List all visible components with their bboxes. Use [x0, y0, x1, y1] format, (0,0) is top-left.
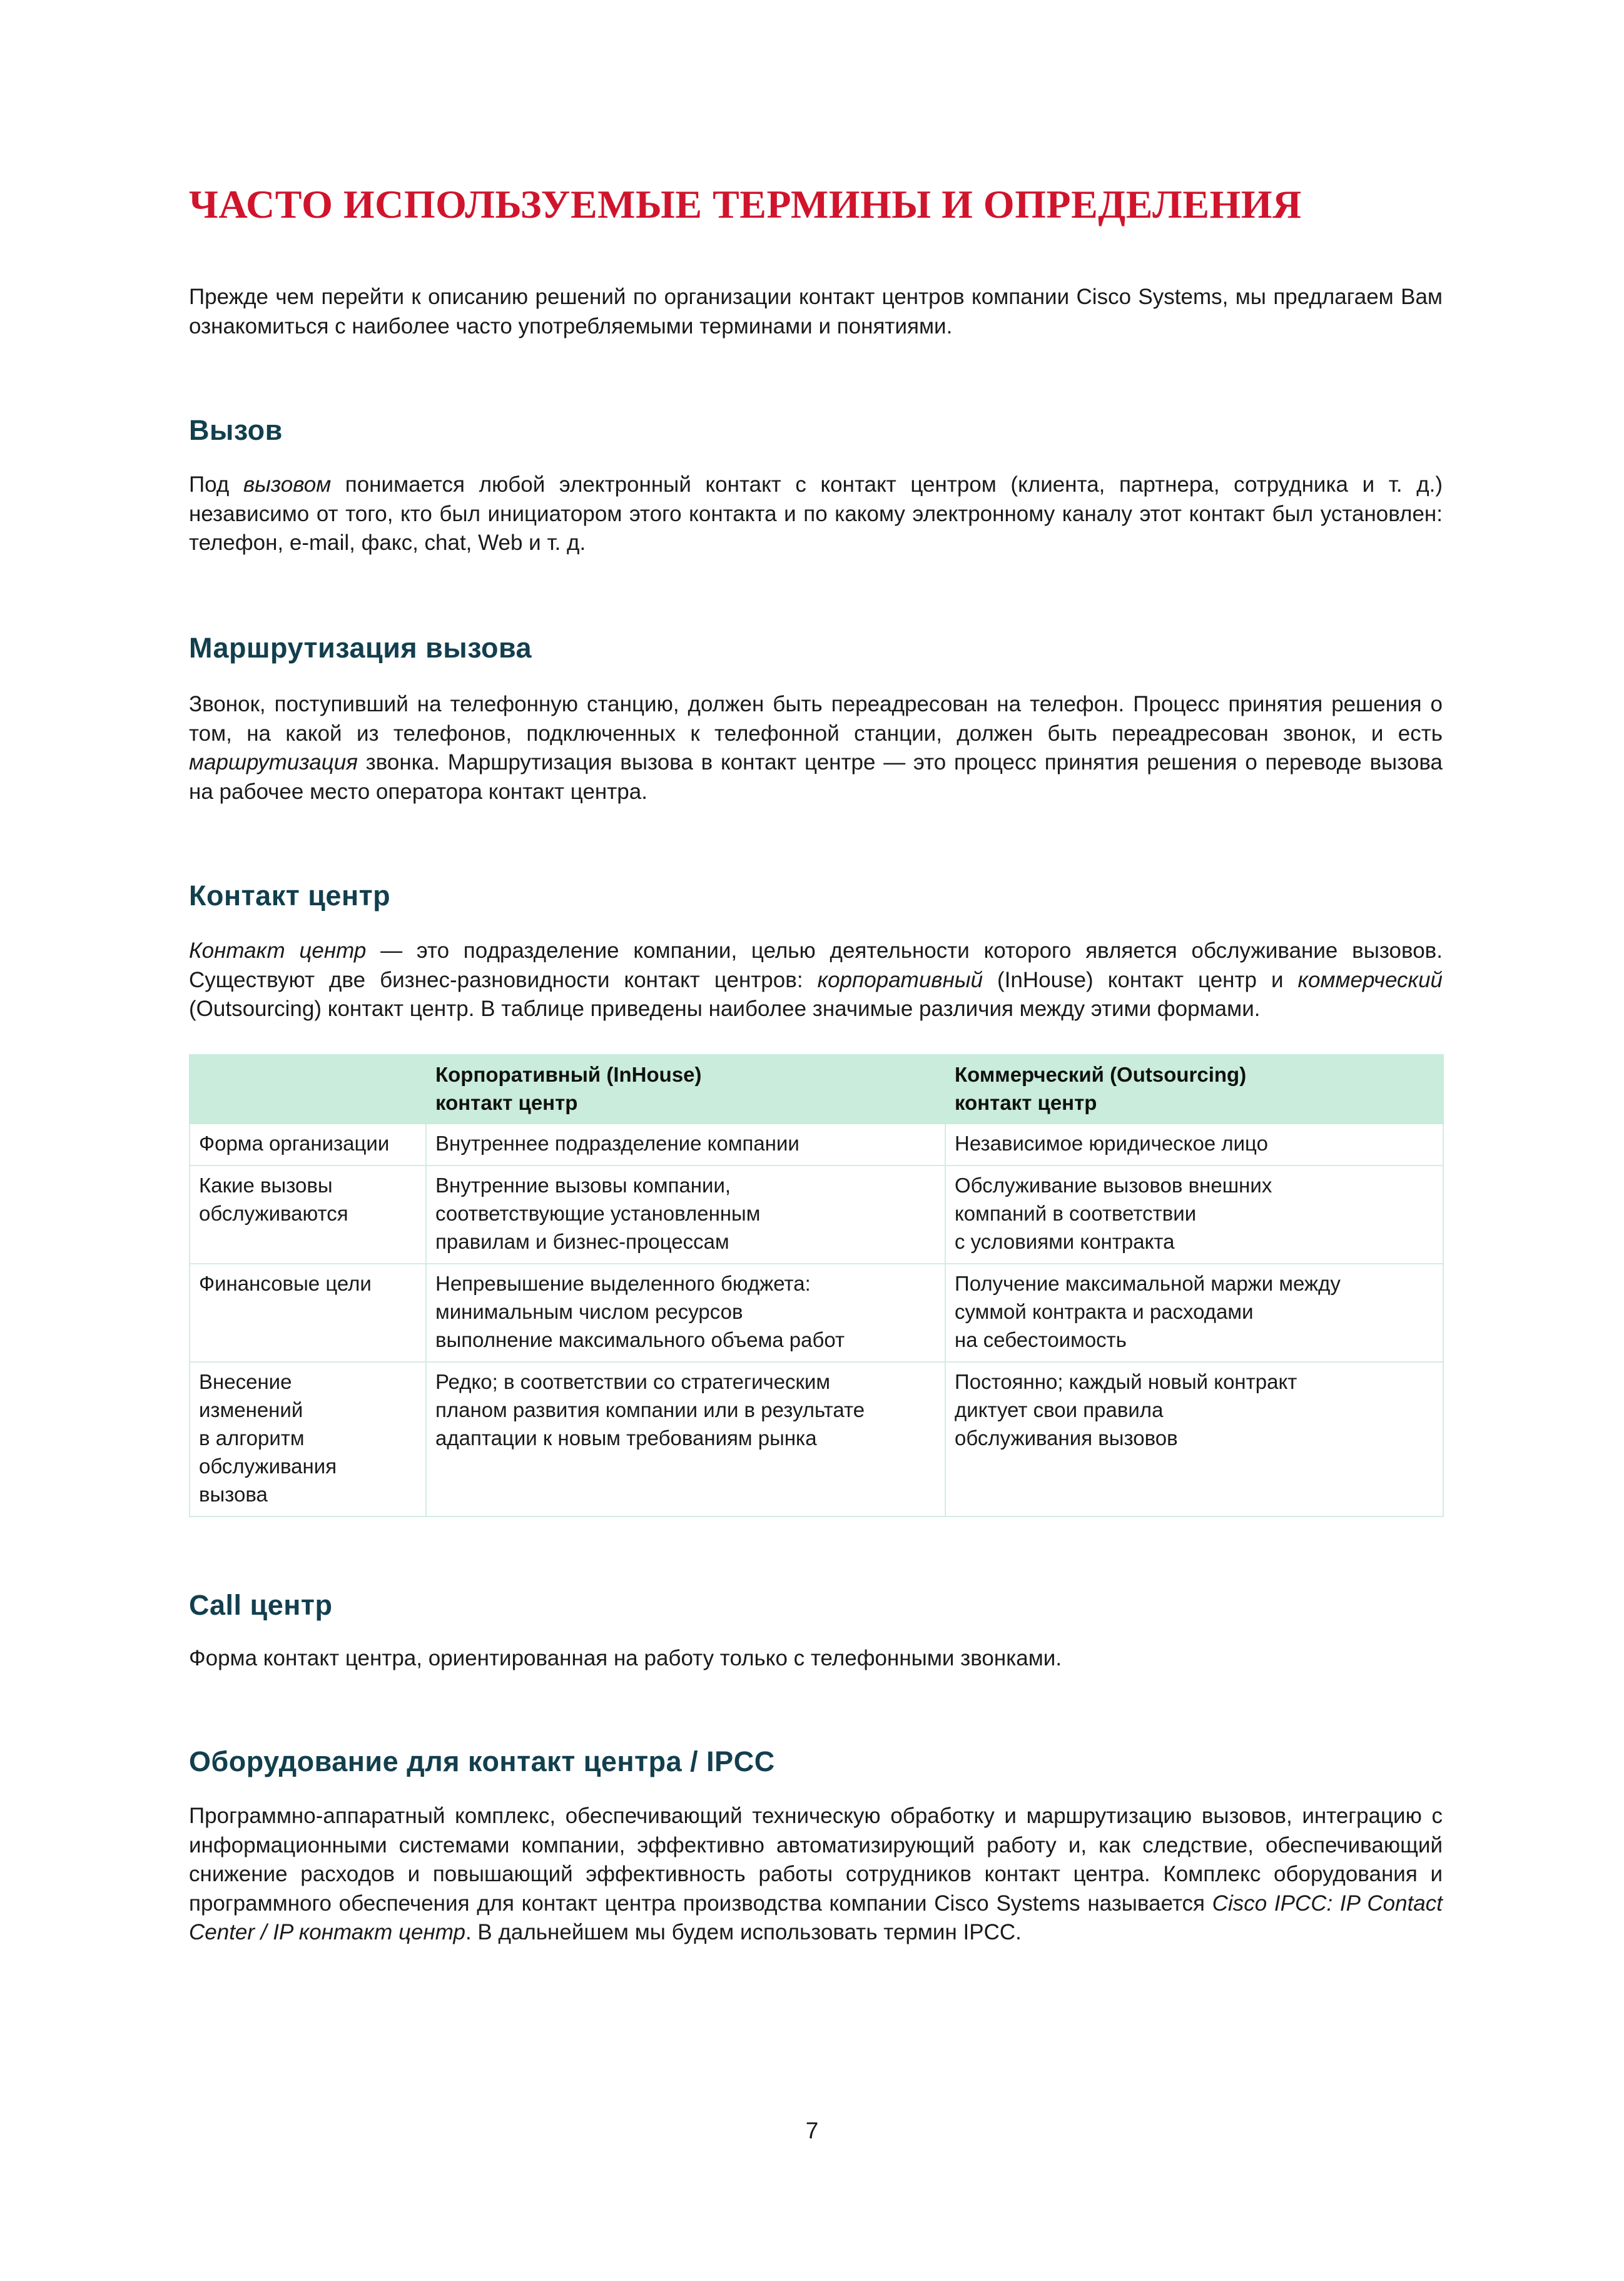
table-cell: Какие вызовы обслуживаются	[190, 1166, 426, 1264]
table-cell: Независимое юридическое лицо	[945, 1124, 1443, 1166]
page-title: ЧАСТО ИСПОЛЬЗУЕМЫЕ ТЕРМИНЫ И ОПРЕДЕЛЕНИЯ	[189, 182, 1302, 226]
table-cell: Финансовые цели	[190, 1264, 426, 1362]
section-heading-call: Вызов	[189, 414, 283, 446]
table-cell: Постоянно; каждый новый контракт диктует свои правила обслуживания вызовов	[945, 1362, 1443, 1516]
table-row	[190, 1124, 1443, 1166]
section-text-contact-center: Контакт центр — это подразделение компании, целью деятельности которого является обслуживание вызовов. Существуют две бизнес-разновидности контакт центров: корпоративный (InHouse) контакт центр и коммерческий (Outsourcing) контакт центр. В таблице приведены наиболее значимые различия между этими формами.	[189, 938, 1443, 1021]
comparison-table	[189, 1054, 1444, 1517]
section-text-call-center: Форма контакт центра, ориентированная на работу только с телефонными звонками.	[189, 1646, 1062, 1670]
table-cell: Обслуживание вызовов внешних компаний в соответствии с условиями контракта	[945, 1166, 1443, 1264]
page-number: 7	[805, 2118, 819, 2143]
table-header-cell: Коммерческий (Outsourcing) контакт центр	[945, 1055, 1443, 1124]
table-header-cell: Корпоративный (InHouse) контакт центр	[426, 1055, 945, 1124]
table-row	[190, 1362, 1443, 1516]
section-text-routing: Звонок, поступивший на телефонную станцию, должен быть переадресован на телефон. Процесс принятия решения о том, на какой из телефонов, подключенных к телефонной станции, должен быть переадресован звонок, и есть маршрутизация звонка. Маршрутизация вызова в контакт центре — это процесс принятия решения о переводе вызова на рабочее место оператора контакт центра.	[189, 692, 1443, 804]
table-cell: Внесение изменений в алгоритм обслуживания вызова	[190, 1362, 426, 1516]
section-heading-routing: Маршрутизация вызова	[189, 632, 532, 664]
table-cell: Получение максимальной маржи между суммой контракта и расходами на себестоимость	[945, 1264, 1443, 1362]
table-cell: Непревышение выделенного бюджета: минимальным числом ресурсов выполнение максимального объема работ	[426, 1264, 945, 1362]
table-header-row	[190, 1055, 1443, 1124]
intro-paragraph: Прежде чем перейти к описанию решений по организации контакт центров компании Cisco Systems, мы предлагаем Вам ознакомиться с наиболее часто употребляемыми терминами и понятиями.	[189, 285, 1443, 338]
section-heading-equipment: Оборудование для контакт центра / IPCC	[189, 1745, 775, 1777]
section-heading-call-center: Call центр	[189, 1589, 333, 1621]
section-heading-contact-center: Контакт центр	[189, 880, 391, 912]
table-cell: Внутреннее подразделение компании	[426, 1124, 945, 1166]
table-header-cell	[190, 1055, 426, 1124]
table-cell: Форма организации	[190, 1124, 426, 1166]
section-text-call: Под вызовом понимается любой электронный контакт с контакт центром (клиента, партнера, сотрудника и т. д.) независимо от того, кто был инициатором этого контакта и по какому электронному каналу этот контакт был установлен: телефон, e-mail, факс, chat, Web и т. д.	[189, 472, 1443, 555]
section-text-equipment: Программно-аппаратный комплекс, обеспечивающий техническую обработку и маршрутизацию вызовов, интеграцию с информационными системами компании, эффективно автоматизирующий работу и, как следствие, обеспечивающий снижение расходов и повышающий эффективность работы сотрудников контакт центра. Комплекс оборудования и программного обеспечения для контакт центра производства компании Cisco Systems называется Cisco IPCC: IP Contact Center / IP контакт центр. В дальнейшем мы будем использовать термин IPCC.	[189, 1804, 1443, 1944]
table-cell: Внутренние вызовы компании, соответствующие установленным правилам и бизнес-процессам	[426, 1166, 945, 1264]
table-row	[190, 1264, 1443, 1362]
table-row	[190, 1166, 1443, 1264]
table-cell: Редко; в соответствии со стратегическим планом развития компании или в результате адаптации к новым требованиям рынка	[426, 1362, 945, 1516]
